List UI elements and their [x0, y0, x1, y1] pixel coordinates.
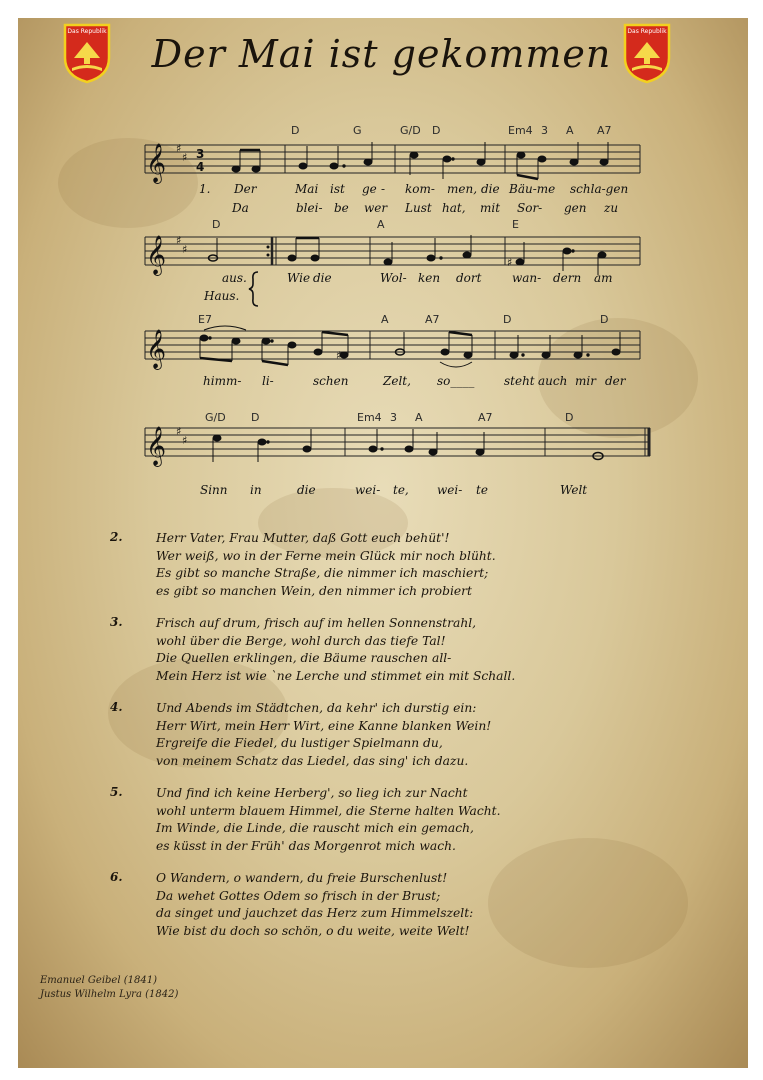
- lyric-syllable: wer: [364, 201, 388, 215]
- chord-label: E7: [198, 313, 212, 326]
- lyric-syllable: die: [313, 271, 332, 285]
- lyric-syllable: zu: [604, 201, 619, 215]
- staff-system-4: [145, 411, 650, 497]
- staff-system-1: [145, 124, 640, 215]
- chord-label: A: [377, 218, 385, 231]
- lyric-syllable: die: [481, 182, 500, 196]
- verse-line: Herr Vater, Frau Mutter, daß Gott euch behüt'!: [156, 531, 450, 545]
- chord-label: D: [291, 124, 300, 137]
- lyric-syllable: Sor-: [517, 201, 543, 215]
- sharp-icon: ♯: [336, 349, 342, 362]
- time-signature-bottom: 4: [196, 160, 205, 174]
- chord-label: A: [381, 313, 389, 326]
- lyric-syllable: men,: [447, 182, 478, 196]
- chord-label: D: [600, 313, 609, 326]
- sharp-icon: ♯: [182, 243, 188, 256]
- verse-line: Und Abends im Städtchen, da kehr' ich durstig ein:: [156, 701, 477, 715]
- verse-line: Da wehet Gottes Odem so frisch in der Brust;: [156, 888, 441, 903]
- chord-label: 3: [390, 411, 397, 424]
- verses-section: [110, 530, 670, 955]
- time-signature-top: 3: [196, 147, 205, 161]
- sharp-icon: ♯: [176, 234, 182, 247]
- verse-line: Im Winde, die Linde, die rauscht mich ein gemach,: [156, 821, 474, 835]
- chord-label: G/D: [400, 124, 421, 137]
- tie-icon: [440, 362, 472, 367]
- sharp-icon: ♯: [507, 256, 513, 269]
- song-title: Der Mai ist gekommen: [151, 32, 612, 76]
- verse-line: wohl unterm blauem Himmel, die Sterne halten Wacht.: [156, 803, 501, 818]
- lyric-syllable: -: [381, 182, 386, 196]
- treble-clef-icon: 𝄞: [146, 143, 167, 183]
- lyric-syllable: wei-: [355, 483, 381, 497]
- staff-system-2: [145, 218, 640, 306]
- credits: [40, 974, 178, 1002]
- lyric-syllable: Welt: [560, 483, 588, 497]
- lyric-syllable: kom-: [405, 182, 435, 196]
- verse-line: da singet und jauchzet das Herz zum Himmelszelt:: [156, 906, 474, 920]
- chord-label: D: [212, 218, 221, 231]
- lyric-syllable: Der: [234, 182, 257, 196]
- verse-line: Mein Herz ist wie `ne Lerche und stimmet ein mit Schall.: [156, 668, 516, 683]
- verse-line: Und find ich keine Herberg', so lieg ich zur Nacht: [156, 786, 468, 800]
- lyric-syllable: Sinn: [200, 483, 228, 497]
- crest-label: Das Republik: [627, 28, 667, 35]
- verse-number: 2.: [110, 530, 123, 544]
- lyric-syllable: 1.: [199, 182, 211, 196]
- chord-label: A: [566, 124, 574, 137]
- verse-number: 5.: [110, 785, 123, 799]
- lyric-syllable: so____: [437, 374, 475, 388]
- chord-label: A7: [597, 124, 612, 137]
- lyric-syllable: dern: [553, 271, 582, 285]
- verse-line: Wie bist du doch so schön, o du weite, weite Welt!: [156, 923, 470, 938]
- treble-clef-icon: 𝄞: [146, 426, 167, 466]
- lyric-syllable: Haus.: [204, 289, 240, 303]
- verse-line: Die Quellen erklingen, die Bäume rauschen all-: [156, 651, 452, 665]
- brace-icon: [249, 272, 258, 306]
- lyric-syllable: aus.: [222, 271, 247, 285]
- tie-icon: [204, 326, 246, 330]
- lyric-syllable: der: [605, 374, 626, 388]
- verse-line: von meinem Schatz das Liedel, das sing' ich dazu.: [156, 753, 469, 768]
- lyric-syllable: ist: [330, 182, 345, 196]
- lyric-syllable: dort: [456, 271, 482, 285]
- verse-line: Ergreife die Fiedel, du lustiger Spielmann du,: [156, 736, 443, 750]
- verse-2: [110, 530, 670, 600]
- verse-line: es gibt so manchen Wein, den nimmer ich probiert: [156, 583, 472, 598]
- chord-label: Em4: [508, 124, 533, 137]
- lyric-syllable: li-: [262, 374, 274, 388]
- sharp-icon: ♯: [176, 142, 182, 155]
- lyric-syllable: Bäu-me: [509, 182, 556, 196]
- lyric-syllable: himm-: [203, 374, 242, 388]
- chord-label: A: [415, 411, 423, 424]
- verse-number: 3.: [110, 615, 123, 629]
- treble-clef-icon: 𝄞: [146, 235, 167, 275]
- chord-label: G/D: [205, 411, 226, 424]
- lyric-syllable: Wie: [287, 271, 311, 285]
- chord-label: D: [565, 411, 574, 424]
- verse-line: es küsst in der Früh' das Morgenrot mich wach.: [156, 838, 456, 853]
- chord-label: D: [503, 313, 512, 326]
- chord-label: 3: [541, 124, 548, 137]
- verse-5: [110, 785, 670, 855]
- lyric-syllable: blei-: [296, 201, 323, 215]
- verse-6: [110, 870, 670, 940]
- sharp-icon: ♯: [182, 151, 188, 164]
- lyric-syllable: mit: [480, 201, 501, 215]
- lyric-syllable: auch: [538, 374, 568, 388]
- lyric-syllable: te: [476, 483, 488, 497]
- lyric-syllable: Da: [232, 201, 249, 215]
- lyric-syllable: te,: [393, 483, 409, 497]
- lyric-syllable: Wol-: [380, 271, 407, 285]
- chord-label: E: [512, 218, 519, 231]
- composer: Justus Wilhelm Lyra (1842): [40, 989, 179, 1000]
- verse-line: Wer weiß, wo in der Ferne mein Glück mir noch blüht.: [156, 548, 496, 563]
- verse-line: O Wandern, o wandern, du freie Burschenlust!: [156, 871, 448, 885]
- chord-label: D: [251, 411, 260, 424]
- lyric-syllable: ken: [418, 271, 441, 285]
- verse-line: wohl über die Berge, wohl durch das tiefe Tal!: [156, 633, 446, 648]
- lyric-syllable: mir: [575, 374, 596, 388]
- lyric-syllable: ge: [362, 182, 377, 196]
- verse-4: [110, 700, 670, 770]
- sharp-icon: ♯: [182, 434, 188, 447]
- lyric-syllable: steht: [504, 374, 535, 388]
- lyric-syllable: Lust: [405, 201, 432, 215]
- lyric-syllable: Zelt,: [383, 374, 411, 388]
- chord-label: D: [432, 124, 441, 137]
- crest-label: Das Republik: [67, 28, 107, 35]
- chord-label: G: [353, 124, 362, 137]
- verse-line: Herr Wirt, mein Herr Wirt, eine Kanne blanken Wein!: [156, 718, 492, 733]
- staff-system-3: [145, 313, 640, 388]
- sheet-music: [0, 0, 763, 520]
- lyric-syllable: gen: [564, 201, 587, 215]
- verse-number: 6.: [110, 870, 123, 884]
- verse-line: Frisch auf drum, frisch auf im hellen Sonnenstrahl,: [156, 616, 477, 630]
- chord-label: Em4: [357, 411, 382, 424]
- text-author: Emanuel Geibel (1841): [40, 975, 157, 986]
- verse-line: Es gibt so manche Straße, die nimmer ich maschiert;: [156, 566, 489, 580]
- lyric-syllable: wan-: [512, 271, 542, 285]
- lyric-syllable: schla-gen: [570, 182, 629, 196]
- lyric-syllable: die: [297, 483, 316, 497]
- sharp-icon: ♯: [176, 425, 182, 438]
- lyric-syllable: schen: [313, 374, 349, 388]
- verse-number: 4.: [110, 700, 123, 714]
- treble-clef-icon: 𝄞: [146, 329, 167, 369]
- lyric-syllable: wei-: [437, 483, 463, 497]
- lyric-syllable: be: [334, 201, 349, 215]
- lyric-syllable: in: [250, 483, 262, 497]
- chord-label: A7: [425, 313, 440, 326]
- lyric-syllable: Mai: [295, 182, 319, 196]
- chord-label: A7: [478, 411, 493, 424]
- lyric-syllable: am: [594, 271, 613, 285]
- lyric-syllable: hat,: [442, 201, 466, 215]
- verse-3: [110, 615, 670, 685]
